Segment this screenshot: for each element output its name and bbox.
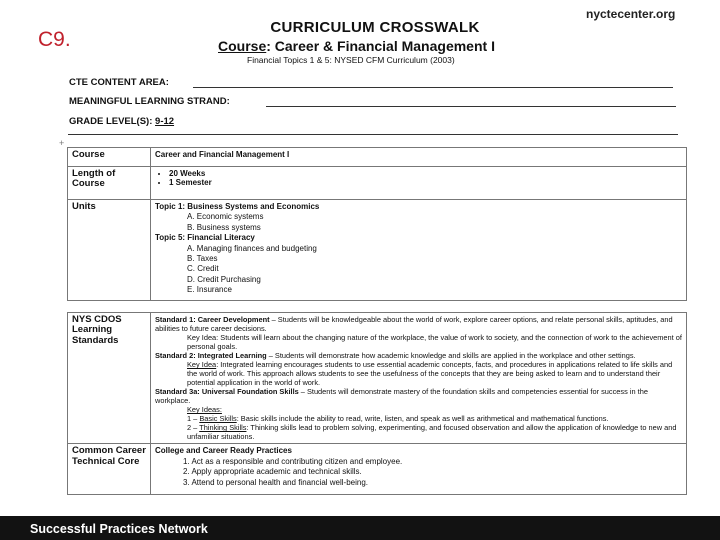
divider xyxy=(68,134,678,135)
cdos-value xyxy=(151,313,687,444)
table-anchor-icon[interactable]: + xyxy=(59,138,65,148)
course-label: Course xyxy=(68,148,151,167)
list-item: B. Taxes xyxy=(187,253,218,263)
table-row xyxy=(68,200,687,301)
list-item: A. Economic systems xyxy=(187,212,264,222)
table-row xyxy=(68,167,687,200)
course-heading xyxy=(218,38,495,54)
slide-number: C9. xyxy=(38,28,71,51)
topic-1-heading: Topic 1: Business Systems and Economics xyxy=(155,202,320,211)
standard-3-item-2-text: : Thinking skills lead to problem solving, experimenting, and focused observation and allow the application of knowledge to new and unfamiliar situations. xyxy=(187,423,677,442)
grade-level-value: 9-12 xyxy=(155,116,175,127)
course-heading-value: : Career & Financial Management I xyxy=(266,38,495,54)
subtitle: Financial Topics 1 & 5: NYSED CFM Curriculum (2003) xyxy=(247,55,455,65)
course-table xyxy=(67,147,687,301)
standard-2-title: Standard 2: Integrated Learning xyxy=(155,351,267,361)
units-value xyxy=(151,200,687,301)
course-heading-label: Course xyxy=(218,38,267,54)
standard-3-key-label: Key Ideas: xyxy=(187,405,222,415)
cte-content-area-line xyxy=(193,87,673,88)
standard-3-title: Standard 3a: Universal Foundation Skills xyxy=(155,387,299,397)
standard-3-text: – Students will demonstrate mastery of the foundation skills and competencies essential for success in the workplace. xyxy=(155,387,648,406)
standard-3-item-1-label: Basic Skills xyxy=(199,414,237,424)
table-row xyxy=(68,444,687,495)
list-item: E. Insurance xyxy=(187,285,232,295)
length-label: Length of Course xyxy=(68,167,151,200)
list-item: 3. Attend to personal health and financial well-being. xyxy=(183,477,369,487)
list-item: D. Credit Purchasing xyxy=(187,274,261,284)
table-row xyxy=(68,313,687,444)
learning-strand-field xyxy=(69,96,230,107)
length-value xyxy=(151,167,687,200)
ccr-title: College and Career Ready Practices xyxy=(155,446,292,456)
course-value: Career and Financial Management I xyxy=(151,148,687,167)
site-url: nyctecenter.org xyxy=(586,7,676,21)
core-label: Common Career Technical Core xyxy=(68,444,151,495)
standard-3-item-2-prefix: 2 – xyxy=(187,423,200,433)
list-item: C. Credit xyxy=(187,264,219,274)
standard-1-title: Standard 1: Career Development xyxy=(155,315,270,324)
core-value xyxy=(151,444,687,495)
standard-3-item-2-label: Thinking Skills xyxy=(199,423,247,433)
footer-text: Successful Practices Network xyxy=(30,522,208,536)
topic-5-heading: Topic 5: Financial Literacy xyxy=(155,233,255,243)
standard-3-item-1-prefix: 1 – xyxy=(187,414,200,424)
list-item: B. Business systems xyxy=(187,222,261,232)
standard-2-key-label: Key Idea xyxy=(187,360,217,370)
units-label: Units xyxy=(68,200,151,301)
grade-level-label: GRADE LEVEL(S): xyxy=(69,116,153,127)
cte-content-area-label: CTE CONTENT AREA: xyxy=(69,77,169,88)
standard-2-key-idea: : Integrated learning encourages students to use essential academic concepts, facts, and procedures in applications related to life skills and the world of work. This approach allows students to see the usefulness of the concepts that they are being asked to learn and to understand their potential application in the world of work. xyxy=(187,360,673,388)
cte-content-area-field xyxy=(69,77,169,88)
list-item: A. Managing finances and budgeting xyxy=(187,243,317,253)
table-row xyxy=(68,148,687,167)
list-item: • 20 Weeks xyxy=(169,169,682,178)
standard-3-item-1-text: : Basic skills include the ability to read, write, listen, and speak as well as arithmetical and mathematical functions. xyxy=(236,414,609,424)
list-item: 2. Apply appropriate academic and technical skills. xyxy=(183,467,362,477)
learning-strand-line xyxy=(266,106,676,107)
grade-level-field xyxy=(69,116,174,127)
list-item: • 1 Semester xyxy=(169,178,682,187)
document-title: CURRICULUM CROSSWALK xyxy=(270,19,480,36)
standard-1-text: – Students will be knowledgeable about the world of work, explore career options, and relate personal skills, aptitudes, and abilities to future career decisions. xyxy=(155,315,673,334)
standards-table xyxy=(67,312,687,495)
learning-strand-label: MEANINGFUL LEARNING STRAND: xyxy=(69,96,230,107)
standard-2-text: – Students will demonstrate how academic knowledge and skills are applied in the workplace and other settings. xyxy=(266,351,636,361)
footer-bar xyxy=(0,516,720,540)
cdos-label: NYS CDOS Learning Standards xyxy=(68,313,151,444)
list-item: 1. Act as a responsible and contributing citizen and employee. xyxy=(183,456,403,466)
standard-1-key-idea: Key Idea: Students will learn about the changing nature of the workplace, the value of work to society, and the connection of work to the achievement of personal goals. xyxy=(187,333,682,352)
